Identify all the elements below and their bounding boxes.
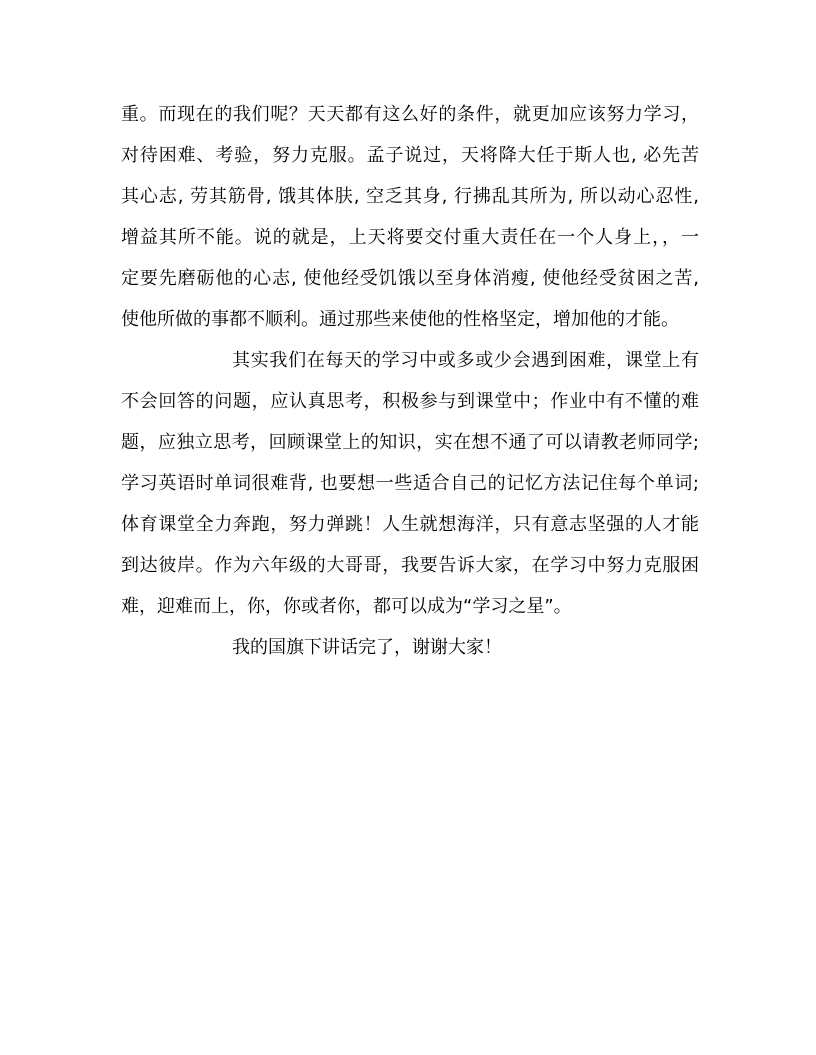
paragraph-2-line-2: 不会回答的问题，应认真思考，积极参与到课堂中；作业中有不懂的难 (121, 391, 699, 412)
paragraph-1-line-4: 增益其所不能。说的就是，上天将要交付重大责任在一个人身上，，一 (121, 227, 699, 248)
closing-line: 我的国旗下讲话完了，谢谢大家！ (232, 637, 502, 658)
paragraph-1-line-3: 其心志, 劳其筋骨, 饿其体肤, 空乏其身, 行拂乱其所为, 所以动心忍性, (121, 186, 699, 207)
paragraph-2-line-1: 其实我们在每天的学习中或多或少会遇到困难，课堂上有 (232, 350, 699, 371)
paragraph-1-line-1: 重。而现在的我们呢？天天都有这么好的条件，就更加应该努力学习， (121, 104, 699, 125)
paragraph-2-line-5: 体育课堂全力奔跑，努力弹跳！人生就想海洋，只有意志坚强的人才能 (121, 514, 699, 535)
paragraph-1-line-5: 定要先磨砺他的心志, 使他经受饥饿以至身体消瘦, 使他经受贫困之苦, (121, 268, 699, 289)
paragraph-2-line-7: 难，迎难而上，你，你或者你，都可以成为“学习之星”。 (121, 596, 572, 617)
paragraph-2-line-4: 学习英语时单词很难背, 也要想一些适合自己的记忆方法记住每个单词; (121, 473, 699, 494)
paragraph-1-line-2: 对待困难、考验，努力克服。孟子说过，天将降大任于斯人也, 必先苦 (121, 145, 699, 166)
paragraph-2-line-3: 题，应独立思考，回顾课堂上的知识，实在想不通了可以请教老师同学; (121, 432, 699, 453)
paragraph-1-line-6: 使他所做的事都不顺利。通过那些来使他的性格坚定，增加他的才能。 (121, 309, 679, 330)
paragraph-2-line-6: 到达彼岸。作为六年级的大哥哥，我要告诉大家，在学习中努力克服困 (121, 555, 699, 576)
